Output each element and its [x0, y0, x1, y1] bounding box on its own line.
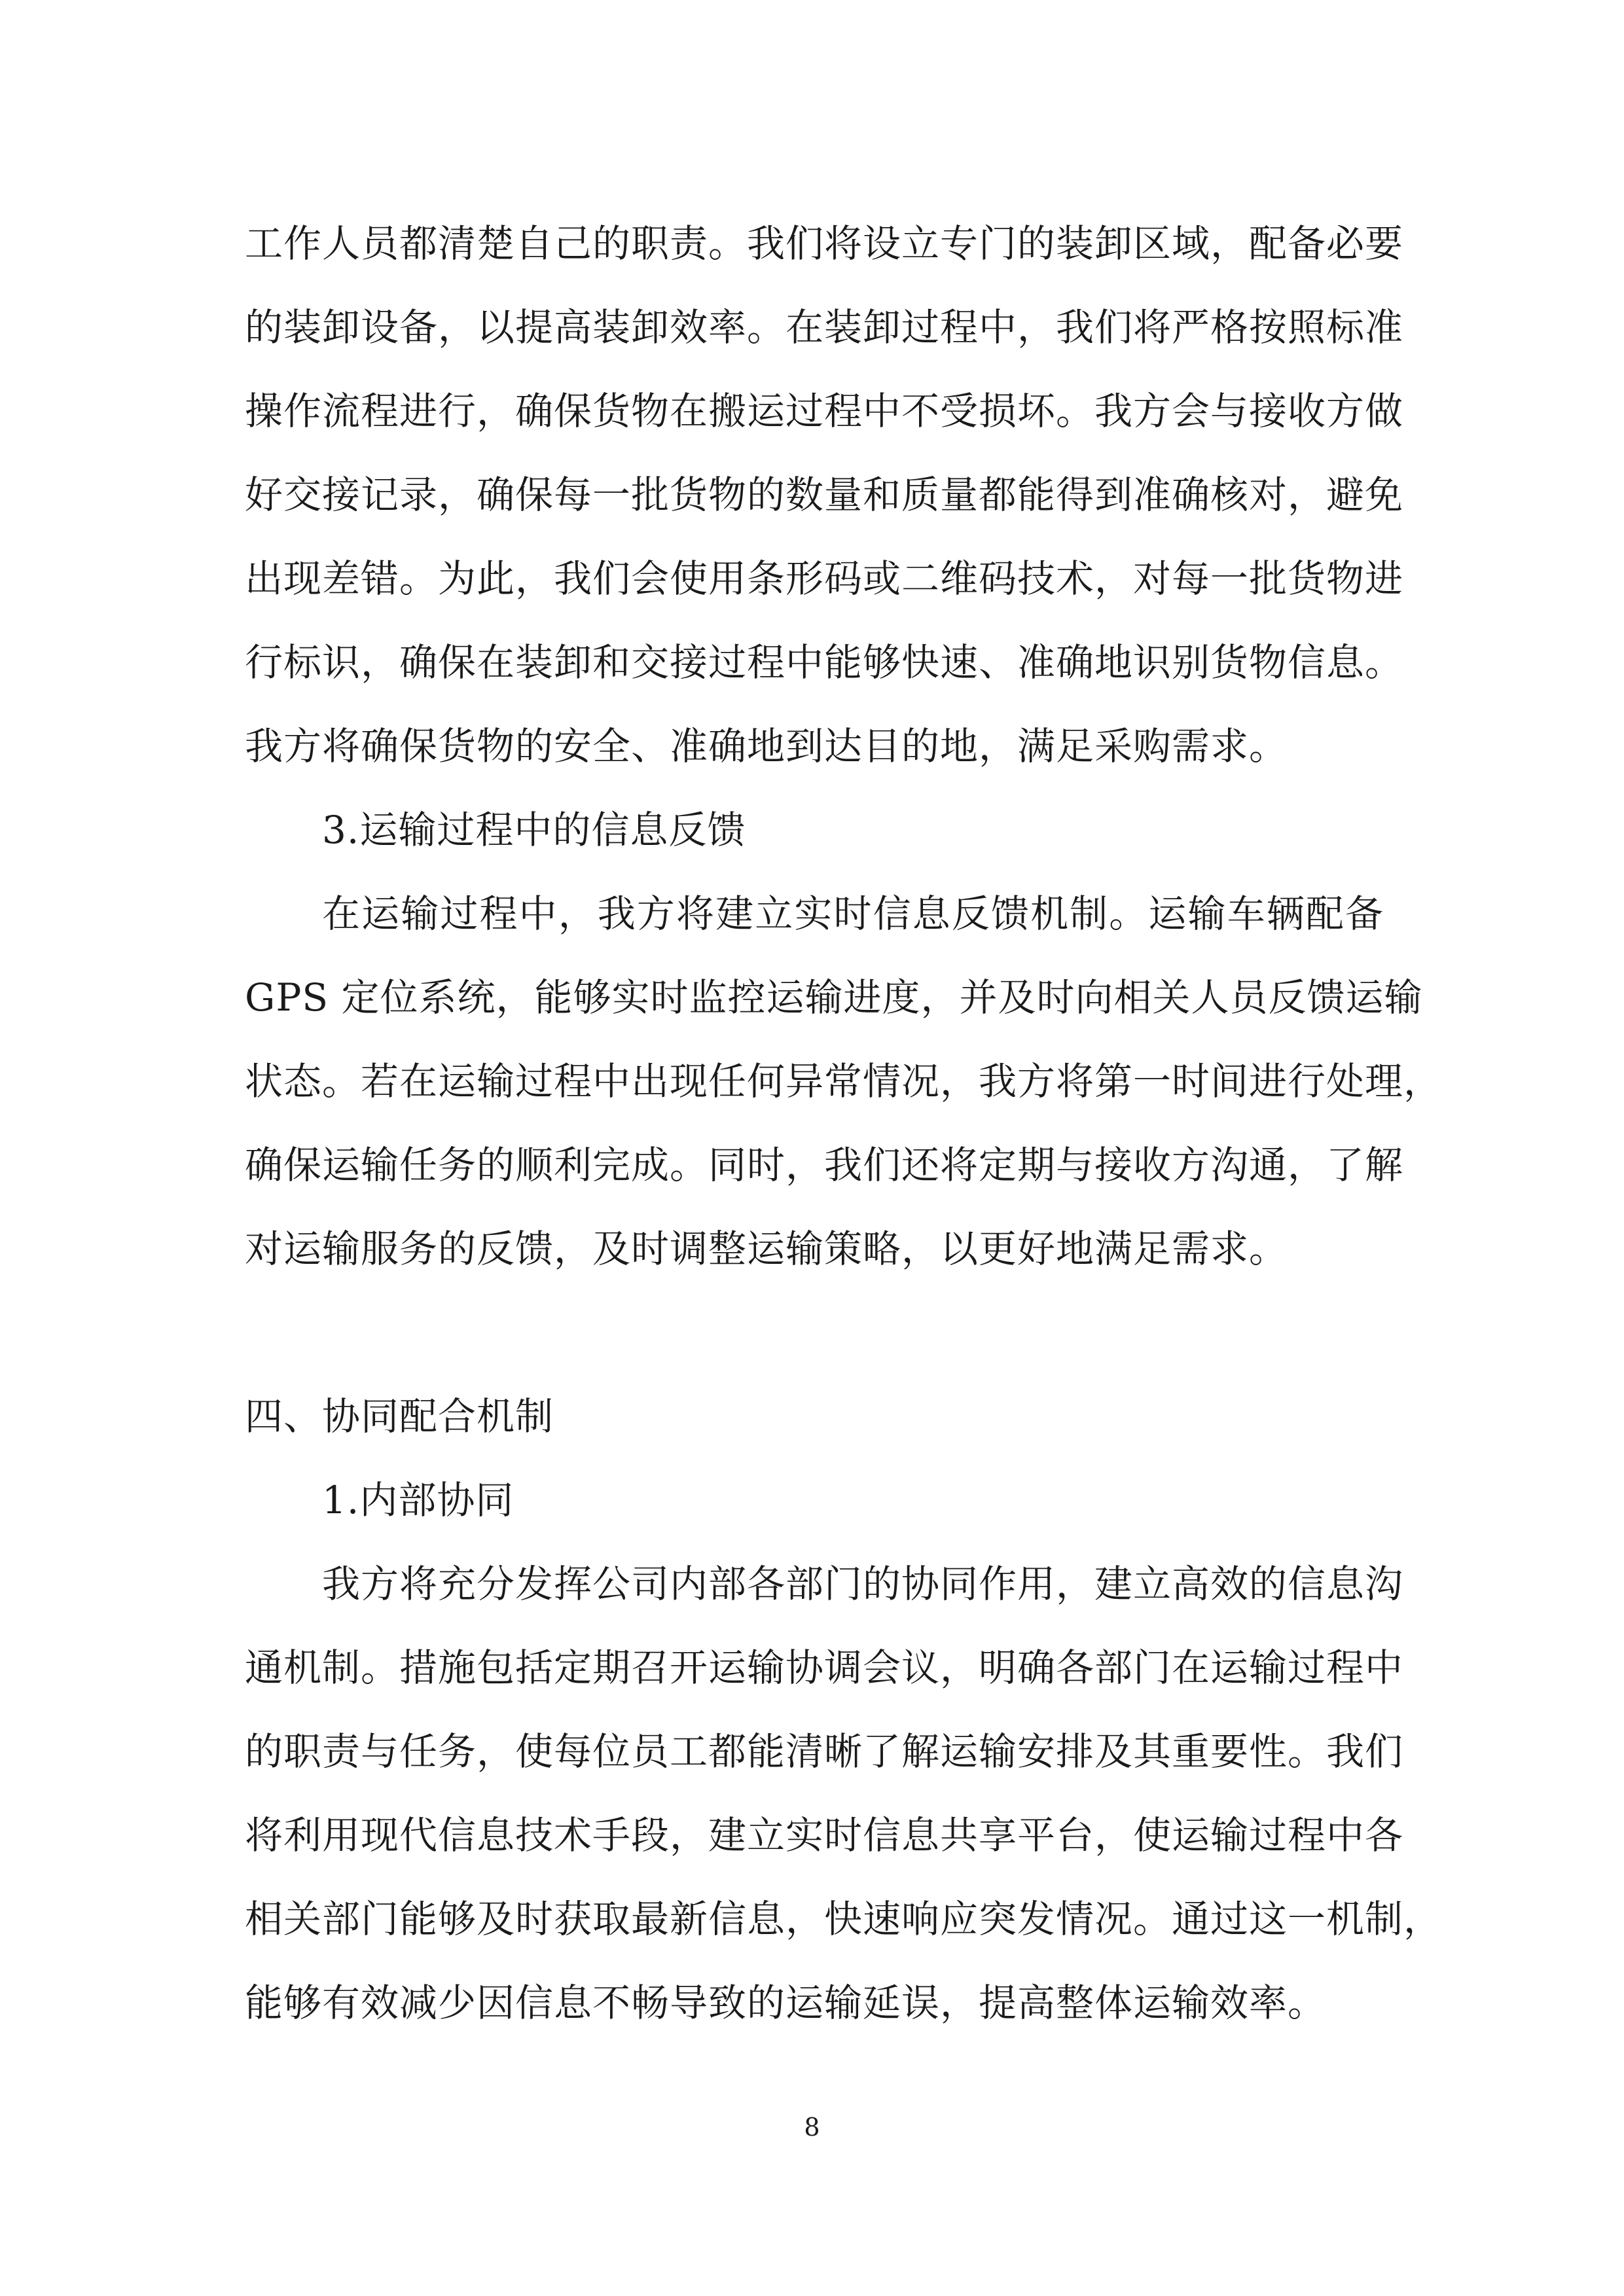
text-line: 我方将确保货物的安全、准确地到达目的地，满足采购需求。 [245, 724, 1288, 768]
subsection-heading-info-feedback: 3.运输过程中的信息反馈 [322, 808, 746, 852]
paragraph-info-feedback [245, 872, 1443, 1291]
text-line: 能够有效减少因信息不畅导致的运输延误，提高整体运输效率。 [245, 1981, 1327, 2025]
section-spacer [245, 1291, 1384, 1374]
text-line: 状态。若在运输过程中出现任何异常情况，我方将第一时间进行处理， [245, 1059, 1443, 1103]
text-line: 在运输过程中，我方将建立实时信息反馈机制。运输车辆配备 [322, 891, 1384, 936]
text-line: 对运输服务的反馈，及时调整运输策略，以更好地满足需求。 [245, 1227, 1288, 1271]
text-line: GPS 定位系统，能够实时监控运输进度，并及时向相关人员反馈运输 [245, 975, 1423, 1020]
text-line: 行标识，确保在装卸和交接过程中能够快速、准确地识别货物信息。 [245, 640, 1404, 685]
paragraph-loading-handover [245, 202, 1404, 788]
section-heading-coordination: 四、协同配合机制 [245, 1394, 554, 1439]
text-line: 将利用现代信息技术手段，建立实时信息共享平台，使运输过程中各 [245, 1813, 1404, 1857]
text-line: 我方将充分发挥公司内部各部门的协同作用，建立高效的信息沟 [322, 1562, 1404, 1606]
text-line: 的职责与任务，使每位员工都能清晰了解运输安排及其重要性。我们 [245, 1729, 1404, 1774]
text-line: 好交接记录，确保每一批货物的数量和质量都能得到准确核对，避免 [245, 473, 1404, 517]
page-body [245, 202, 1443, 2045]
text-line: 的装卸设备，以提高装卸效率。在装卸过程中，我们将严格按照标准 [245, 305, 1404, 350]
text-line: 相关部门能够及时获取最新信息，快速响应突发情况。通过这一机制， [245, 1897, 1443, 1941]
text-line: 工作人员都清楚自己的职责。我们将设立专门的装卸区域，配备必要 [245, 221, 1404, 266]
subsection-heading-internal-coordination: 1.内部协同 [322, 1478, 514, 1522]
page-number: 8 [804, 2113, 820, 2142]
text-line: 出现差错。为此，我们会使用条形码或二维码技术，对每一批货物进 [245, 556, 1404, 601]
text-line: 确保运输任务的顺利完成。同时，我们还将定期与接收方沟通，了解 [245, 1143, 1404, 1187]
text-line: 通机制。措施包括定期召开运输协调会议，明确各部门在运输过程中 [245, 1645, 1404, 1690]
paragraph-internal-coordination [245, 1542, 1443, 2045]
text-line: 操作流程进行，确保货物在搬运过程中不受损坏。我方会与接收方做 [245, 389, 1404, 433]
